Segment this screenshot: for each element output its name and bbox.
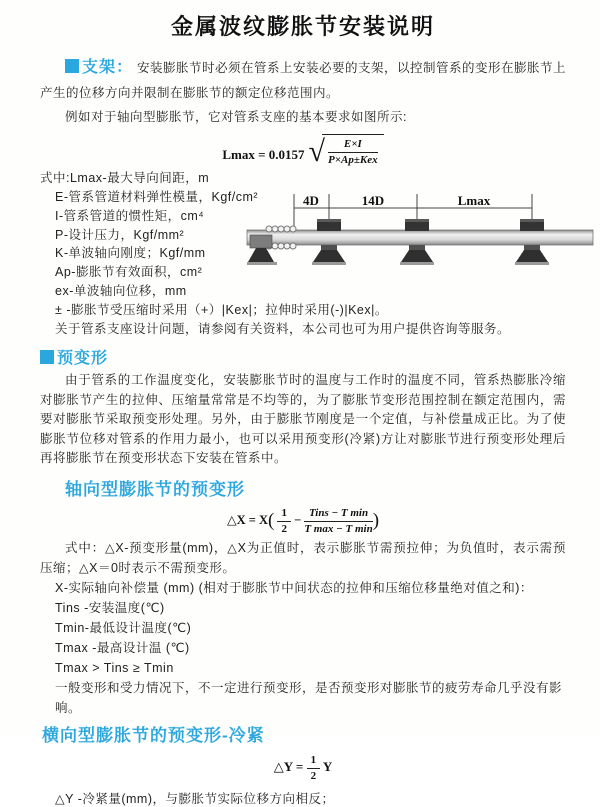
support-example-line: 例如对于轴向型膨胀节，它对管系支座的基本要求如图所示: (65, 110, 407, 124)
lmax-fraction-numerator: E×I (328, 138, 378, 153)
half-fraction (277, 507, 291, 535)
axial-subheading: 轴向型膨胀节的预变形 (65, 479, 245, 499)
dim-label-lmax: Lmax (457, 193, 491, 208)
dim-label-14d: 14D (361, 193, 385, 208)
support-paragraph (40, 55, 566, 106)
axial-item: X-实际轴向补偿量 (mm) (相对于膨胀节中间状态的拉伸和压缩位移量绝对值之和)： (55, 581, 533, 596)
definition-item: K-单波轴向刚度；Kgf/mm (55, 246, 206, 261)
blue-square-icon (65, 59, 79, 73)
lateral-item: △Y -冷紧量(mm)，与膨胀节实际位移方向相反； (55, 791, 335, 806)
predeform-paragraph: 由于管系的工作温度变化，安装膨胀节时的温度与工作时的温度不同，管系热膨胀冷缩对膨胀节产生的拉伸、压缩量常常是不均等的，为了膨胀节变形范围控制在额定范围内，需要对膨胀节采取预变形处理。另外，由于膨胀节刚度是一个定值，与补偿量成正比。为了使膨胀节位移对管系的作用力最小，也可以采用预变形(冷紧)方让对膨胀节进行预变形处理后再将膨胀节在预变形状态下安装在管系中。 (40, 373, 566, 466)
axial-formula-lhs: △X = X (226, 512, 268, 527)
sqrt-body (322, 134, 384, 166)
definition-item: 关于管系支座设计问题，请参阅有关资料，本公司也可为用户提供咨询等服务。 (55, 321, 511, 336)
lmax-fraction-denominator: P×Ap±Kex (328, 153, 378, 166)
lmax-fraction (328, 138, 378, 166)
blue-square-icon (40, 350, 54, 364)
temperature-fraction (304, 507, 372, 535)
lmax-formula-lhs: Lmax = 0.0157 (222, 147, 305, 163)
paren-close: ) (372, 509, 380, 531)
definition-item: P-设计压力，Kgf/mm² (55, 227, 185, 242)
definition-item: I-管系管道的惯性矩，cm⁴ (55, 208, 205, 223)
page-title: 金属波纹膨胀节安装说明 (170, 14, 435, 39)
lateral-half-denominator: 2 (310, 769, 317, 782)
lateral-formula (40, 754, 566, 782)
support-section-heading (65, 59, 133, 76)
axial-item: Tmax -最高设计温 (℃) (55, 641, 190, 656)
definition-item: Ap-膨胀节有效面积，cm² (55, 265, 203, 280)
axial-items (40, 578, 566, 718)
lateral-formula-rhs: Y (322, 759, 333, 775)
dim-label-4d: 4D (303, 193, 319, 208)
half-denominator: 2 (281, 522, 287, 535)
lateral-half-fraction (307, 754, 321, 782)
axial-item: Tins -安装温度(℃) (55, 601, 165, 616)
lmax-formula (40, 134, 566, 169)
definition-item: 式中:Lmax-最大导向间距，m (40, 171, 210, 186)
lateral-half-numerator: 1 (307, 754, 321, 769)
support-spacing-diagram (247, 192, 595, 292)
support-heading-label: 支架： (82, 59, 134, 76)
definition-item: ± -膨胀节受压缩时采用（+）|Kex|；拉伸时采用(-)|Kex|。 (55, 302, 388, 317)
lateral-formula-lhs: △Y = (273, 759, 304, 775)
sqrt-radical (308, 134, 384, 169)
axial-item: Tmin-最低设计温度(℃) (55, 621, 192, 636)
sqrt-symbol: √ (308, 135, 326, 169)
lateral-subheading: 横向型膨胀节的预变形-冷紧 (42, 726, 265, 746)
definition-item: ex-单波轴向位移，mm (55, 284, 187, 299)
axial-formula (40, 507, 566, 535)
axial-item: Tmax > Tins ≥ Tmin (55, 661, 174, 676)
paren-open: ( (268, 509, 275, 531)
support-intro-text: 安装膨胀节时必须在管系上安装必要的支架，以控制管系的变形在膨胀节上产生的位移方向并限制在膨胀节的额定位移范围内。 (40, 61, 567, 100)
temperature-numerator: Tins − T min (304, 507, 372, 522)
half-numerator: 1 (277, 507, 291, 522)
axial-item: 一般变形和受力情况下，不一定进行预变形，是否预变形对膨胀节的疲劳寿命几乎没有影响。 (55, 681, 563, 716)
predeform-section-heading (40, 345, 566, 368)
minus-sign: − (294, 512, 302, 527)
temperature-denominator: T max − T min (304, 522, 373, 535)
pipe (247, 230, 593, 245)
predeform-heading-label: 预变形 (57, 350, 109, 368)
axial-explain-paragraph: 式中：△X-预变形量(mm)，△X为正值时，表示膨胀节需预拉伸；为负值时，表示需预压缩；△X＝0时表示不需预变形。 (40, 541, 566, 575)
definition-item: E-管系管道材料弹性模量，Kgf/cm² (55, 190, 259, 205)
